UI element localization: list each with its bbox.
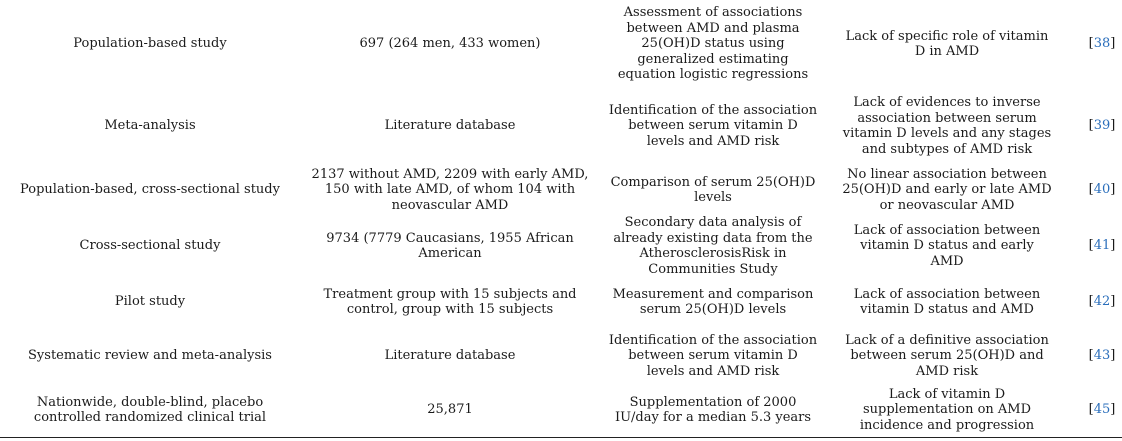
finding-cell: Lack of association between vitamin D status and AMD — [853, 286, 1041, 317]
study-design-cell: Meta-analysis — [104, 118, 196, 134]
study-design-cell: Nationwide, double-blind, placebo controlled randomized clinical trial — [33, 394, 267, 425]
method-cell: Comparison of serum 25(OH)D levels — [610, 174, 816, 205]
method-cell: Secondary data analysis of already existing data from the AtherosclerosisRisk in Communities Study — [613, 215, 813, 277]
finding-cell: Lack of vitamin D supplementation on AMD incidence and progression — [859, 386, 1035, 433]
table-row — [0, 86, 1122, 166]
table-row — [0, 386, 1122, 434]
reference-cell[interactable]: [40] — [1088, 182, 1116, 198]
reference-link[interactable]: 41 — [1093, 238, 1111, 254]
reference-cell[interactable]: [45] — [1088, 402, 1116, 418]
method-cell: Measurement and comparison serum 25(OH)D levels — [612, 286, 814, 317]
table-row — [0, 278, 1122, 326]
table-row — [0, 166, 1122, 214]
reference-link[interactable]: 38 — [1093, 36, 1111, 52]
reference-link[interactable]: 42 — [1093, 294, 1111, 310]
method-cell: Identification of the association between serum vitamin D levels and AMD risk — [608, 102, 818, 149]
table-row — [0, 4, 1122, 84]
sample-cell: Literature database — [384, 118, 516, 134]
method-cell: Supplementation of 2000 IU/day for a median 5.3 years — [614, 394, 812, 425]
reference-link[interactable]: 40 — [1093, 182, 1111, 198]
study-design-cell: Systematic review and meta-analysis — [28, 348, 272, 364]
sample-cell: Treatment group with 15 subjects and control, group with 15 subjects — [323, 286, 577, 317]
sample-cell: 9734 (7779 Caucasians, 1955 African American — [326, 230, 574, 261]
reference-cell[interactable]: [42] — [1088, 294, 1116, 310]
sample-cell: 2137 without AMD, 2209 with early AMD, 150 with late AMD, of whom 104 with neovascular AMD — [311, 166, 589, 213]
finding-cell: Lack of evidences to inverse association between serum vitamin D levels and any stages and subtypes of AMD risk — [842, 95, 1052, 157]
finding-cell: Lack of a definitive association between serum 25(OH)D and AMD risk — [845, 332, 1049, 379]
study-design-cell: Pilot study — [114, 294, 186, 310]
table-row — [0, 214, 1122, 278]
sample-cell: Literature database — [384, 348, 516, 364]
study-design-cell: Population-based, cross-sectional study — [20, 182, 280, 198]
reference-link[interactable]: 45 — [1093, 402, 1111, 418]
method-cell: Assessment of associations between AMD and plasma 25(OH)D status using generalized estimating equation logistic regressions — [617, 5, 809, 83]
finding-cell: Lack of specific role of vitamin D in AMD — [845, 28, 1049, 59]
study-design-cell: Cross-sectional study — [79, 238, 221, 254]
reference-cell[interactable]: [41] — [1088, 238, 1116, 254]
table-bottom-rule — [0, 437, 1122, 438]
reference-link[interactable]: 43 — [1093, 348, 1111, 364]
reference-link[interactable]: 39 — [1093, 118, 1111, 134]
reference-cell[interactable]: [38] — [1088, 36, 1116, 52]
sample-cell: 697 (264 men, 433 women) — [359, 36, 541, 52]
finding-cell: No linear association between 25(OH)D and early or late AMD or neovascular AMD — [842, 166, 1052, 213]
finding-cell: Lack of association between vitamin D status and early AMD — [853, 222, 1041, 269]
reference-cell[interactable]: [43] — [1088, 348, 1116, 364]
sample-cell: 25,871 — [427, 402, 473, 418]
reference-cell[interactable]: [39] — [1088, 118, 1116, 134]
method-cell: Identification of the association between serum vitamin D levels and AMD risk — [608, 332, 818, 379]
table-row — [0, 326, 1122, 386]
study-design-cell: Population-based study — [73, 36, 227, 52]
